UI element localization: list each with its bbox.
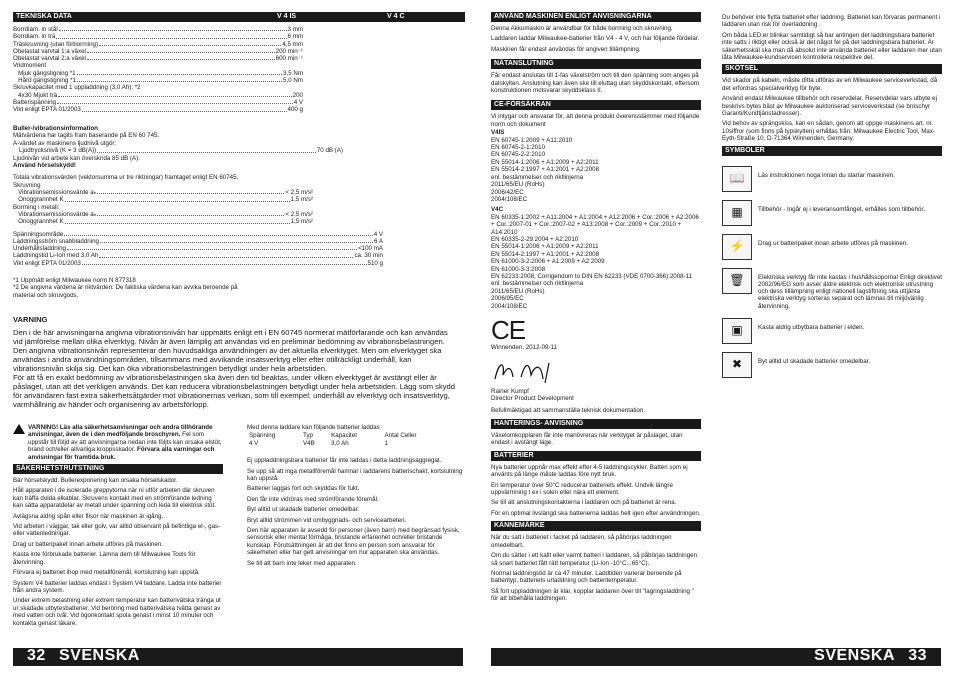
vib-row xyxy=(13,211,313,218)
charger-spec-value: 4 V xyxy=(373,230,383,238)
symbol-text: Drag ur batteripaket innan arbete utföres på maskinen. xyxy=(758,239,908,247)
right-page xyxy=(477,0,954,677)
noise-section xyxy=(13,125,383,299)
charger-paragraphs xyxy=(247,457,465,567)
v4c-label: V4C xyxy=(491,206,504,214)
charger-spec-label: Vikt enligt EPTA 01/2003 xyxy=(13,259,81,267)
safety-paragraph: Håll apparaten i de isolerade greppytorna när ni utför arbeten där skruven kan träffa dolda elkablar. Skruvens kontakt med en strömförande ledning kan sätta apparatdelar av metall under spänning och leda till elektrisk stöt. xyxy=(13,487,216,510)
safety-paragraph: Drag ur batteripaket innan arbete utföres på maskinen. xyxy=(13,540,163,548)
spec-row xyxy=(13,99,303,106)
vib-label: Skruvning xyxy=(13,181,41,189)
charger-spec-row xyxy=(13,238,383,245)
tech-col-v4is: V 4 IS xyxy=(277,13,297,20)
charger-spec-value: 510 g xyxy=(367,259,383,267)
noise-lines xyxy=(13,132,343,147)
symbol-row xyxy=(722,352,942,378)
vib-dots xyxy=(97,211,284,216)
v4c-line: enl. bestämmelser och riktlinjerna xyxy=(491,280,584,288)
spec-value: 200 xyxy=(292,91,303,99)
right-page-number: 33 xyxy=(908,647,927,664)
v4is-list xyxy=(491,137,701,204)
charger-spec-label: Laddningsström snabbladdning xyxy=(13,237,99,245)
charger-paragraph: Den får inte vidröras med strömförande föremål. xyxy=(247,495,379,503)
charge-header-cell: Antal Celler xyxy=(384,432,417,440)
charge-table-row xyxy=(247,440,447,447)
warning-text-1: Den i de här anvisningarna angivna vibrationsnivån har uppmätts enligt ett i EN 60745 normerat mätförfarande och kan användas vid jämförelse mellan olika elverktyg. Nivån är även lämplig att användas vid en preliminär bedömning av vibrationsbelastningen. xyxy=(13,328,448,346)
v4c-line: EN 55014-1:2006 + A1:2009 + A2:2011 xyxy=(491,243,599,251)
spec-value: 6 mm xyxy=(287,33,303,41)
charge-header-cell: Spänning xyxy=(249,432,276,440)
symbol-text: Elektriska verktyg får inte kastas i hushållssoporna! Enligt direktivet 2002/96/EG som avser äldre elektrisk och elektronisk utrustning och dess tillämpning enligt nationell lagstiftning ska uttjänta elektriska verktyg sorteras separat och lämnas till miljövänlig återvinning. xyxy=(758,273,942,310)
noise-after: Ljudnivån vid arbete kan överskrida 85 dB (A). xyxy=(13,154,140,162)
safety-paragraph: Vid arbeten i väggar, tak eller golv, var alltid observant på befintliga el-, gas- eller vattenledningar. xyxy=(13,523,221,538)
storage-paragraph: Du behöver inte flytta batteriet efter laddning. Batteriet kan förvaras permanent i laddaren utan risk för överladdning . xyxy=(722,14,941,29)
spec-row xyxy=(13,55,303,62)
right-footer-bar xyxy=(491,648,941,666)
accessory-icon: ▦ xyxy=(722,200,752,226)
spec-list xyxy=(13,26,303,114)
v4is-line: 2011/65/EU (RoHs) xyxy=(491,181,545,189)
v4c-list xyxy=(491,214,701,310)
battery-paragraph: Nya batterier uppnår max effekt efter 4-5 laddningscykler. Batteri som ej använts på länge måste laddas före nytt bruk. xyxy=(491,463,688,479)
hearing-protection: Använd hörselskydd! xyxy=(13,161,76,169)
warning-title: VARNING xyxy=(13,315,48,324)
spec-dots xyxy=(58,92,292,97)
charge-header-cell: Typ xyxy=(303,432,313,440)
v4is-line: EN 60745-2-1:2010 xyxy=(491,144,546,152)
footnote-1: *1 Uppmätt enligt Milwaukee norm N 877318 xyxy=(13,277,136,284)
vib-row xyxy=(13,204,313,211)
symbol-text: Tillbehör - Ingår ej i leveransomfånget, erhålles som tillbehör. xyxy=(758,205,925,213)
v4is-line: EN 55014-2:1997 + A1:2001 + A2:2008 xyxy=(491,166,600,174)
spec-label: Vikt enligt EPTA 01/2003 xyxy=(13,106,81,114)
charge-header-cell: Kapacitet xyxy=(331,432,357,440)
noise-label: Ljudtrycksnivå (K = 3 dB(A)) xyxy=(19,147,97,155)
spec-label: Skruvkapacitet med 1 uppladdning (3,0 Ah): *2 xyxy=(13,84,141,92)
v4c-line: EN 55014-2:1997 + A1:2001 + A2:2008 xyxy=(491,250,600,258)
attention-bold: VARNING! Läs alla säkerhetsanvisningar och andra tillhörande anvisningar, även de i den medföljande broschyren. xyxy=(28,424,213,439)
charger-paragraph: Se upp så att inga metallföremål hamnar i laddarens batterischakt, kortslutning kan uppstå. xyxy=(247,467,463,483)
charger-paragraph: Ej uppladdningsbara batterier får inte laddas i detta laddningsaggregat. xyxy=(247,457,442,465)
use-paragraph: Maskinen får endast användas för angiven tillämpning. xyxy=(491,45,641,53)
safety-column xyxy=(13,424,223,630)
spec-dots xyxy=(77,70,282,75)
vib-dots xyxy=(97,189,284,194)
v4c-line: EN 62233:2008, Corrigendum to DIN EN 62233 (VDE 0700-366):2008-11 xyxy=(491,272,693,280)
spec-row xyxy=(13,92,303,99)
vib-row xyxy=(13,182,313,189)
left-footer-bar xyxy=(13,648,463,666)
spec-dots xyxy=(59,26,287,31)
safety-paragraph: System V4 batterier laddas endast i System V4 laddare. Ladda inte batterier från andra system. xyxy=(13,579,222,594)
v4c-line: 2004/108/EC xyxy=(491,302,528,310)
signature-image xyxy=(491,357,571,385)
spec-value: 4,5 mm xyxy=(282,40,303,48)
signer-name: Rainer Kumpf xyxy=(491,387,529,395)
v4is-line: 2004/108/EC xyxy=(491,195,528,203)
spec-row xyxy=(13,106,303,113)
v4is-line: EN 60745-2-2:2010 xyxy=(491,151,546,159)
vib-value: 1,5 m/s² xyxy=(290,218,313,226)
charger-paragraph: Se till att barn inte leker med apparaten. xyxy=(247,559,357,567)
charge-table-header xyxy=(247,432,447,439)
v4is-line: EN 55014-1:2006 + A1:2009 + A2:2011 xyxy=(491,158,599,166)
care-paragraph: Vid skador på kabeln, måste dîtta utföras av en Milwaukee serviceverkstad, då det erfordras specialverktyg för byte. xyxy=(722,77,938,92)
vib-label: Onoggrannhet K xyxy=(13,218,64,226)
weee-bin-icon: 🗑 xyxy=(722,268,752,294)
symbols-header: SYMBOLER xyxy=(722,146,942,156)
spec-value: 4 V xyxy=(293,98,303,106)
use-paragraph: Denna Akkumaskin är användbar för både borrning och skruvning. xyxy=(491,25,673,32)
mains-text: Får endast anslutas till 1-fas växelström och till den spänning som anges på datskylten. Anslutning kan även ske till eluttag utan skyddskontakt, eftersom konstruktionen motsvarar skyddsklass II. xyxy=(491,72,700,95)
charger-spec-dots xyxy=(99,252,353,257)
spec-label: Mjuk gängstigning *1 xyxy=(13,69,76,77)
spec-row xyxy=(13,70,303,77)
charger-spec-row xyxy=(13,245,383,252)
v4is-line: 2006/42/EC xyxy=(491,188,524,196)
marking-paragraph: Normal laddningstid är ca 47 minuter. Laddtiden varierar beroende på batterityp, batteriets urladdning och batteritemperatur. xyxy=(491,569,682,585)
damaged-battery-icon: ✖ xyxy=(722,352,752,378)
charger-spec-value: ca. 30 min xyxy=(354,252,383,260)
v4c-line: EN 60335-2-29:2004 + A2:2010 xyxy=(491,235,579,243)
vib-label: Vibrationsemissionsvärde aₕ xyxy=(13,210,97,218)
spec-dots xyxy=(77,77,282,82)
charger-spec-label: Laddningstid Li-Ion med 3,0 Ah xyxy=(13,252,99,260)
vib-row xyxy=(13,196,313,203)
safety-paragraph: Avlägsna aldrig spån eller flisor när maskinen är igång. xyxy=(13,512,164,520)
charger-spec-label: Spänningsområde xyxy=(13,230,64,238)
care-header: SKÖTSEL xyxy=(722,64,942,74)
read-manual-icon: 📖 xyxy=(722,166,752,192)
spec-value: 5,0 Nm xyxy=(283,77,303,85)
charger-spec-dots xyxy=(67,245,357,250)
use-paragraph: Laddaren laddar Milwaukee-batterier från V4 - 4 V, och har följande fördelar. xyxy=(491,35,700,43)
spec-dots xyxy=(87,55,275,60)
vib-dots xyxy=(65,196,290,201)
vib-dots xyxy=(65,218,290,223)
storage-paragraphs xyxy=(722,14,942,61)
vib-label: Onoggrannhet K xyxy=(13,196,64,204)
v4c-line: EN 61000-3-3:2008 xyxy=(491,265,546,273)
warning-text-2: Den angivna vibrationsnivån representerar den huvudsakliga användningen av det aktuella elverktyget. Men om elverktyget ska användas i andra användningsområden, tillsammans med avvikande insatsverktyg eller efter otillräckligt underhåll, kan vibrationsnivån skilja sig. Det kan öka vibrationsbelastningen betydligt under hela arbetstiden. xyxy=(13,346,442,373)
v4c-line: EN 60335-1:2002 + A11:2004 + A1:2004 + A12:2006 + Cor.:2006 + A2:2006 + Cor.:2007-01 + Cor.:2007-02 + A13:2008 + Cor.:2009 + Cor.:2010 + A14:2010 xyxy=(491,213,699,236)
signer-title: Director Product Development xyxy=(491,395,574,403)
authorised-text: Befullmäktigad att sammanställa teknisk dokumentation. xyxy=(491,406,646,414)
battery-paragraph: För en optimal livslängd ska batterierna laddas helt igen efter användningen. xyxy=(491,509,701,517)
noise-line: A-värdet av maskinens ljudnivå utgör: xyxy=(13,139,117,147)
battery-paragraph: Se till att anslutningskontakterna i laddaren och på batteriet är rena. xyxy=(491,499,677,507)
v4is-label: V4IS xyxy=(491,129,505,137)
spec-label: Träskruvning (utan förborrning) xyxy=(13,40,99,48)
spec-label: Batterispänning xyxy=(13,98,56,106)
symbol-row xyxy=(722,166,942,192)
vib-list xyxy=(13,182,313,226)
vib-value: < 2,5 m/s² xyxy=(285,189,313,197)
vib-intro: Totala vibrationsvärden (vektorsumma ur tre riktningar) framtaget enligt EN 60745. xyxy=(13,174,239,182)
charger-list xyxy=(13,231,383,267)
spec-dots xyxy=(56,33,286,38)
symbol-row xyxy=(722,200,942,226)
noise-title: Buller-/vibrationsinformation xyxy=(13,125,98,132)
v4is-line: enl. bestämmelser och riktlinjerna xyxy=(491,173,584,181)
handling-text: Växelomkopplaren får inte manövreras när verktyget är påslaget, utan endast i avstängt läge. xyxy=(491,432,683,447)
symbol-row xyxy=(722,268,942,310)
charger-spec-dots xyxy=(82,260,367,265)
charger-spec-dots xyxy=(64,231,372,236)
storage-paragraph: Om båda LED:er blinkar samtidigt så har antingen det laddningsbara batteriet inte satts i riktigt eller också är det något fel på det laddningsbara batteriet. Är säkerhetsskäl ska man då absolut inte använda batteriet eller laddaren mer utan låta Milwaukee-kundservicen kontrollera respektive del. xyxy=(722,31,942,62)
ce-mark: CE xyxy=(491,315,526,345)
spec-row xyxy=(13,33,303,40)
ce-header: CE-FÖRSÄKRAN xyxy=(491,100,701,110)
spec-row xyxy=(13,41,303,48)
v4c-line: 2006/95/EC xyxy=(491,295,524,303)
spec-label: Hård gängstigning *1 xyxy=(13,77,76,85)
spec-row xyxy=(13,26,303,33)
marking-paragraph: När du satt i batteriet i facket på laddaren, så påbörjas laddningen omedelbart. xyxy=(491,534,672,549)
left-language: SVENSKA xyxy=(59,647,140,664)
place-date: Winnenden, 2012-09-11 xyxy=(491,344,557,351)
right-col-2 xyxy=(722,14,942,386)
v4c-line: 2011/65/EU (RoHs) xyxy=(491,287,545,295)
charger-spec-row xyxy=(13,252,383,259)
spec-value: 400 g xyxy=(287,106,303,114)
battery-list xyxy=(491,464,701,517)
charger-paragraph: Byt alltid ut skadade batterier omedelbar. xyxy=(247,506,360,514)
symbols-list xyxy=(722,166,942,378)
charger-column xyxy=(247,424,465,570)
charger-spec-value: <100 mA xyxy=(358,245,383,253)
spec-row xyxy=(13,62,303,69)
spec-value: 200 min⁻¹ xyxy=(275,47,303,55)
tech-data-header xyxy=(13,12,465,22)
charger-spec-value: 6 A xyxy=(374,237,383,245)
charge-cell: 4 V xyxy=(249,439,259,447)
marking-header: KÄNNEMÄRKE xyxy=(491,521,701,531)
vib-row xyxy=(13,189,313,196)
charge-cell: V4B xyxy=(303,439,315,447)
right-col-1 xyxy=(491,12,701,606)
charger-spec-row xyxy=(13,231,383,238)
attention-text: Fel som uppstår till följd av att anvisningarna nedan inte följts kan orsaka elstöt, brand och/eller allvarliga kroppsskador. xyxy=(28,431,222,454)
warning-section xyxy=(13,315,458,412)
spec-row xyxy=(13,48,303,55)
spec-label: Obelastat varvtal 2:a växel xyxy=(13,55,86,63)
tech-data-title: TEKNISKA DATA xyxy=(16,13,72,20)
vib-value: 1,5 m/s² xyxy=(290,196,313,204)
vib-label: Vibrationsemissionsvärde aₕ xyxy=(13,189,97,197)
vib-label: Borrning i metall: xyxy=(13,203,60,211)
handling-header: HANTERINGS- ANVISNING xyxy=(491,419,701,429)
vib-row xyxy=(13,218,313,225)
vib-value: < 2,5 m/s² xyxy=(285,210,313,218)
spec-label: Obelastat varvtal 1:a växel xyxy=(13,47,86,55)
mains-header: NÄTANSLUTNING xyxy=(491,59,701,69)
charger-paragraph: Bryt alltid strömmen vid ombyggnads- och servicearbeten. xyxy=(247,516,407,524)
no-battery-fire-icon: ▣ xyxy=(722,318,752,344)
spec-dots xyxy=(87,48,275,53)
spec-label: Vridmoment xyxy=(13,62,47,70)
v4is-line: EN 60745-1:2009 + A11:2010 xyxy=(491,136,573,144)
spec-label: Borrdiam. in trä xyxy=(13,33,56,41)
safety-list xyxy=(13,477,223,627)
warning-text-3: För att få en exakt bedömning av vibrationsbelastningen ska även den tid beaktas, under vilken elverktyget är avstängt eller är påslaget, utan att det verkligen används. Det kan reducera vibrationsbelastningen betydligt under hela arbetstiden. Lägg som skydd för användaren fast extra säkerhetsåtgärder mot vibrationernas verkan, som till exempel: underhåll av elverktyg och insatsverktyg, varmhållning av händer och organisering av arbetsförlopp. xyxy=(13,373,455,409)
v4c-line: EN 61000-3-2:2006 + A1:2009 + A2:2009 xyxy=(491,258,605,266)
use-list xyxy=(491,25,701,53)
marking-paragraph: Så fort uppladdningen är klar, kopplar laddaren över till "lagringsladdning " för att bibehålla laddningen. xyxy=(491,587,694,603)
symbol-row xyxy=(722,234,942,260)
symbol-text: Läs instruktionen noga innan du startar maskinen. xyxy=(758,171,895,179)
spec-dots xyxy=(99,41,281,46)
unplug-battery-icon: ⚡ xyxy=(722,234,752,260)
warning-triangle-icon xyxy=(13,424,25,434)
charger-spec-label: Underhållsladdning xyxy=(13,245,66,253)
spec-dots xyxy=(82,106,287,111)
care-paragraph: Använd endast Milwaukee tillbehör och reservdelar. Reservdelar vars utbyte ej beskrivs bytes bäst av Milwaukee auktoriserad serviceverkstad (se broschyr Garanti/Kundtjänstadresser). xyxy=(722,95,937,118)
spec-value: 3 mm xyxy=(287,26,303,33)
tech-data-column xyxy=(13,12,465,25)
safety-paragraph: Förvara ej batteriet ihop med metallföremål, kortslutning kan uppstå. xyxy=(13,569,200,577)
symbol-text: Kasta aldrig utbytbara batterier i elden. xyxy=(758,323,865,331)
charger-paragraph: Batterier laggas fort och skyddas för fukt. xyxy=(247,485,360,493)
tech-col-v4c: V 4 C xyxy=(387,13,405,20)
safety-header: SÄKERHETSTRUTSTNING xyxy=(13,464,223,474)
care-paragraph: Vid behov av sprängskiss, kan en sådan, genom att uppge maskinens art. nr. 10siffror (som finns på typskylten) erhållas från: Milwaukee Electric Tool, Max-Eyth-Straße 10, D-71364 Winnenden, Germany. xyxy=(722,120,935,143)
spec-row xyxy=(13,77,303,84)
right-language: SVENSKA xyxy=(814,647,895,664)
noise-value: 70 dB (A) xyxy=(316,147,343,155)
symbol-text: Byt alltid ut skadade batterier omedelbar. xyxy=(758,357,871,365)
spec-value: 600 min⁻¹ xyxy=(275,55,303,63)
symbol-row xyxy=(722,318,942,344)
attention-bold-2: Förvara alla varningar och anvisningar för framtida bruk. xyxy=(28,446,215,461)
marking-list xyxy=(491,534,701,602)
footnote-2: *2 De angivna värdena är riktvärden. De faktiska värdena kan avvika beroende på material och skruvgods. xyxy=(13,284,238,299)
safety-paragraph: Under extrem belastning eller extrem temperatur kan batterivätska tränga ut ur skadade utbytesbatterier. Vid beröring med batterivätska tvätta genast av med vatten och tvål. Vid ögonkontakt spola genast i minst 10 minuter och kontakta genast läkare. xyxy=(13,597,221,627)
marking-paragraph: Om du sätter i ett kallt eller varmt batteri i laddaren, så påbörjas laddningen så snart batteriet fått rätt temperatur (Li-Ion -10°C...65°C). xyxy=(491,552,698,567)
ce-intro: Vi intygar och ansvarar för, att denna produkt överensstämmer med följande norm och dokument xyxy=(491,113,700,128)
left-page-number: 32 xyxy=(27,647,46,664)
charger-spec-row xyxy=(13,260,383,267)
charger-spec-dots xyxy=(100,238,373,243)
safety-paragraph: Kasta inte förbrukade batterier. Lämna dem till Milwaukee Tools för återvinning. xyxy=(13,551,196,566)
spec-dots xyxy=(57,99,293,104)
charge-intro: Med denna laddare kan följande batterier laddas xyxy=(247,424,380,431)
spec-row xyxy=(13,84,303,91)
charge-table xyxy=(247,432,447,447)
charger-paragraph: Den här apparaten är avsedd för personer (även barn) med begränsad fysisk, sensorisk eller mental förmåga, bristande erfarenhet och/eller bristande kunskap. Förutsättningen är att det finns en person som ansvarar för säkerheten eller har gett anvisningar om hur apparaten ska användas. xyxy=(247,527,460,557)
spec-label: 4x30 Mjukt trä xyxy=(13,91,58,99)
charge-cell: 3,0 Ah xyxy=(331,439,349,447)
battery-header: BATTERIER xyxy=(491,451,701,461)
spec-value: 3,5 Nm xyxy=(283,69,303,77)
care-list xyxy=(722,77,942,142)
spec-label: Borrdiam. in stål xyxy=(13,26,58,33)
noise-line: Mätvärdena har tagits fram baserande på EN 60 745. xyxy=(13,132,160,140)
use-header: ANVÄND MASKINEN ENLIGT ANVISNINGARNA xyxy=(491,12,701,22)
charge-cell: 1 xyxy=(384,439,388,447)
safety-paragraph: Bär hörselskydd. Bullerexponering kan orsaka hörselskador. xyxy=(13,477,178,485)
battery-paragraph: En temperatur över 50°C reducerar batteriets effekt. Undvik längre uppvärmning t ex i solen eller nära ett element. xyxy=(491,481,673,497)
